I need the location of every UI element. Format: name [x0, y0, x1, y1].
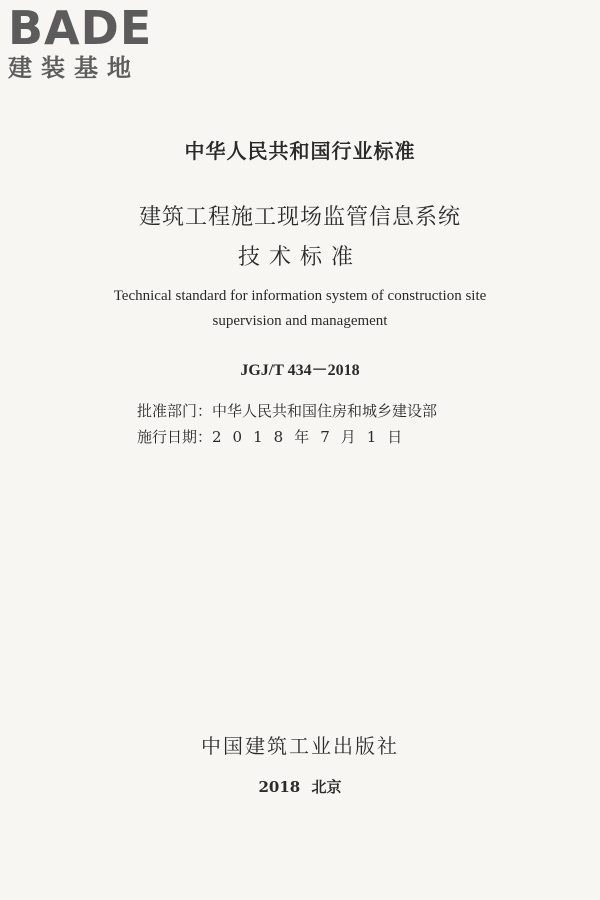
logo-subtitle: 建装基地 [8, 54, 140, 82]
english-title-line-1: Technical standard for information system of construction site [113, 288, 487, 304]
title-line-2: 技术标准 [237, 245, 362, 270]
publisher: 中国建筑工业出版社 [201, 734, 399, 758]
publication-place-year: 2018 北京 [258, 778, 342, 796]
effective-date: 2018年7月1日 [212, 428, 414, 446]
bade-logo [8, 1, 178, 82]
title-line-1: 建筑工程施工现场监管信息系统 [138, 205, 461, 230]
effective-date-row [137, 426, 413, 447]
english-title-line-2: supervision and management [212, 313, 388, 329]
approval-value: 中华人民共和国住房和城乡建设部 [212, 402, 438, 420]
effective-label: 施行日期： [137, 428, 213, 446]
approval-row [137, 400, 437, 421]
approval-label: 批准部门： [137, 402, 213, 420]
standard-series: 中华人民共和国行业标准 [184, 139, 416, 163]
standard-code: JGJ/T 434－2018 [240, 362, 360, 379]
logo-wordmark: BADE [8, 1, 153, 55]
